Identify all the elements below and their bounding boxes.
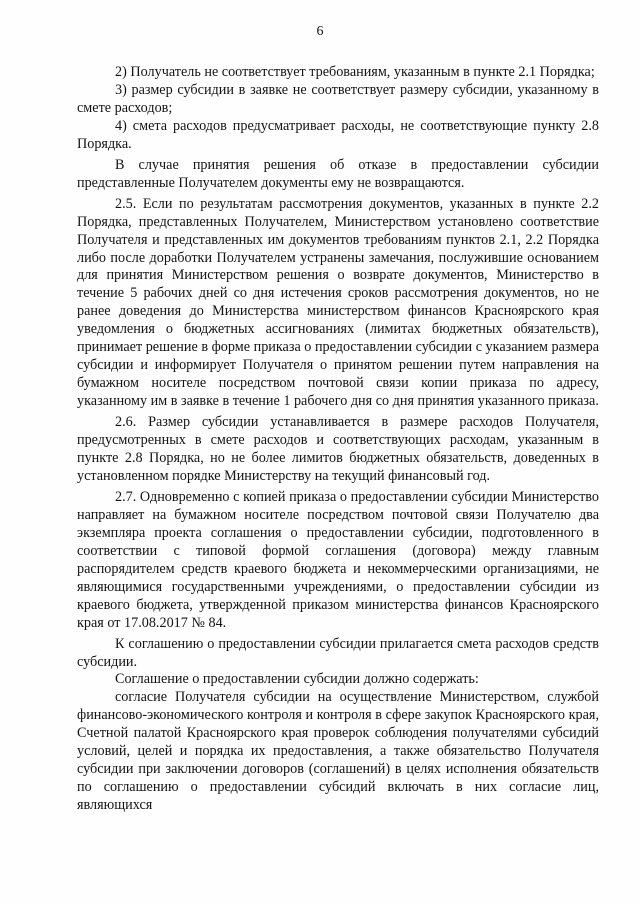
paragraph-consent: согласие Получателя субсидии на осуществление Министерством, службой финансово-экономического контроля и контроля в сфере закупок Красноярского края, Счетной палатой Красноярского края проверок соблюдения получателями субсидий условий, целей и порядка их предоставления, а также обязательство Получателя субсидии при заключении договоров (соглашений) в целях исполнения обязательств по соглашению о предоставлении субсидий включать в них согласие лиц, являющихся xyxy=(77,689,599,814)
paragraph-2-6: 2.6. Размер субсидии устанавливается в размере расходов Получателя, предусмотренных в смете расходов и соответствующих расходам, указанным в пункте 2.8 Порядка, но не более лимитов бюджетных обязательств, доведенных в установленном порядке Министерству на текущий финансовый год. xyxy=(77,414,599,484)
page-number: 6 xyxy=(316,24,324,39)
paragraph-refusal: В случае принятия решения об отказе в предоставлении субсидии представленные Получателем документы ему не возвращаются. xyxy=(77,156,599,191)
paragraph-2-7: 2.7. Одновременно с копией приказа о предоставлении субсидии Министерство направляет на бумажном носителе посредством почтовой связи Получателю два экземпляра проекта соглашения о предоставлении субсидии, подготовленного в соответствии с типовой формой соглашения (договора) между главным распорядителем средств краевого бюджета и некоммерческими организациями, не являющимися государственными учреждениями, о предоставлении субсидии из краевого бюджета, утвержденной приказом министерства финансов Красноярского края от 17.08.2017 № 84. xyxy=(77,488,599,631)
paragraph-agreement-contents: Соглашение о предоставлении субсидии должно содержать: xyxy=(115,671,479,688)
paragraph-item-4: 4) смета расходов предусматривает расходы, не соответствующие пункту 2.8 Порядка. xyxy=(77,117,599,152)
document-body xyxy=(77,64,599,815)
paragraph-2-5: 2.5. Если по результатам рассмотрения документов, указанных в пункте 2.2 Порядка, представленных Получателем, Министерством установлено соответствие Получателя и представленных им документов требованиям пунктов 2.1, 2.2 Порядка либо после доработки Получателем устранены замечания, послужившие основанием для принятия Министерством решения о возврате документов, Министерство в течение 5 рабочих дней со дня истечения сроков рассмотрения документов, но не ранее доведения до Министерства министерством финансов Красноярского края уведомления о бюджетных ассигнованиях (лимитах бюджетных обязательств), принимает решение в форме приказа о предоставлении субсидии с указанием размера субсидии и информирует Получателя о принятом решении путем направления на бумажном носителе посредством почтовой связи копии приказа по адресу, указанному им в заявке в течение 1 рабочего дня со дня принятия указанного приказа. xyxy=(77,195,599,410)
paragraph-estimate: К соглашению о предоставлении субсидии прилагается смета расходов средств субсидии. xyxy=(77,635,599,670)
paragraph-item-2: 2) Получатель не соответствует требованиям, указанным в пункте 2.1 Порядка; xyxy=(115,64,595,80)
paragraph-item-3: 3) размер субсидии в заявке не соответствует размеру субсидии, указанному в смете расходов; xyxy=(77,81,599,116)
